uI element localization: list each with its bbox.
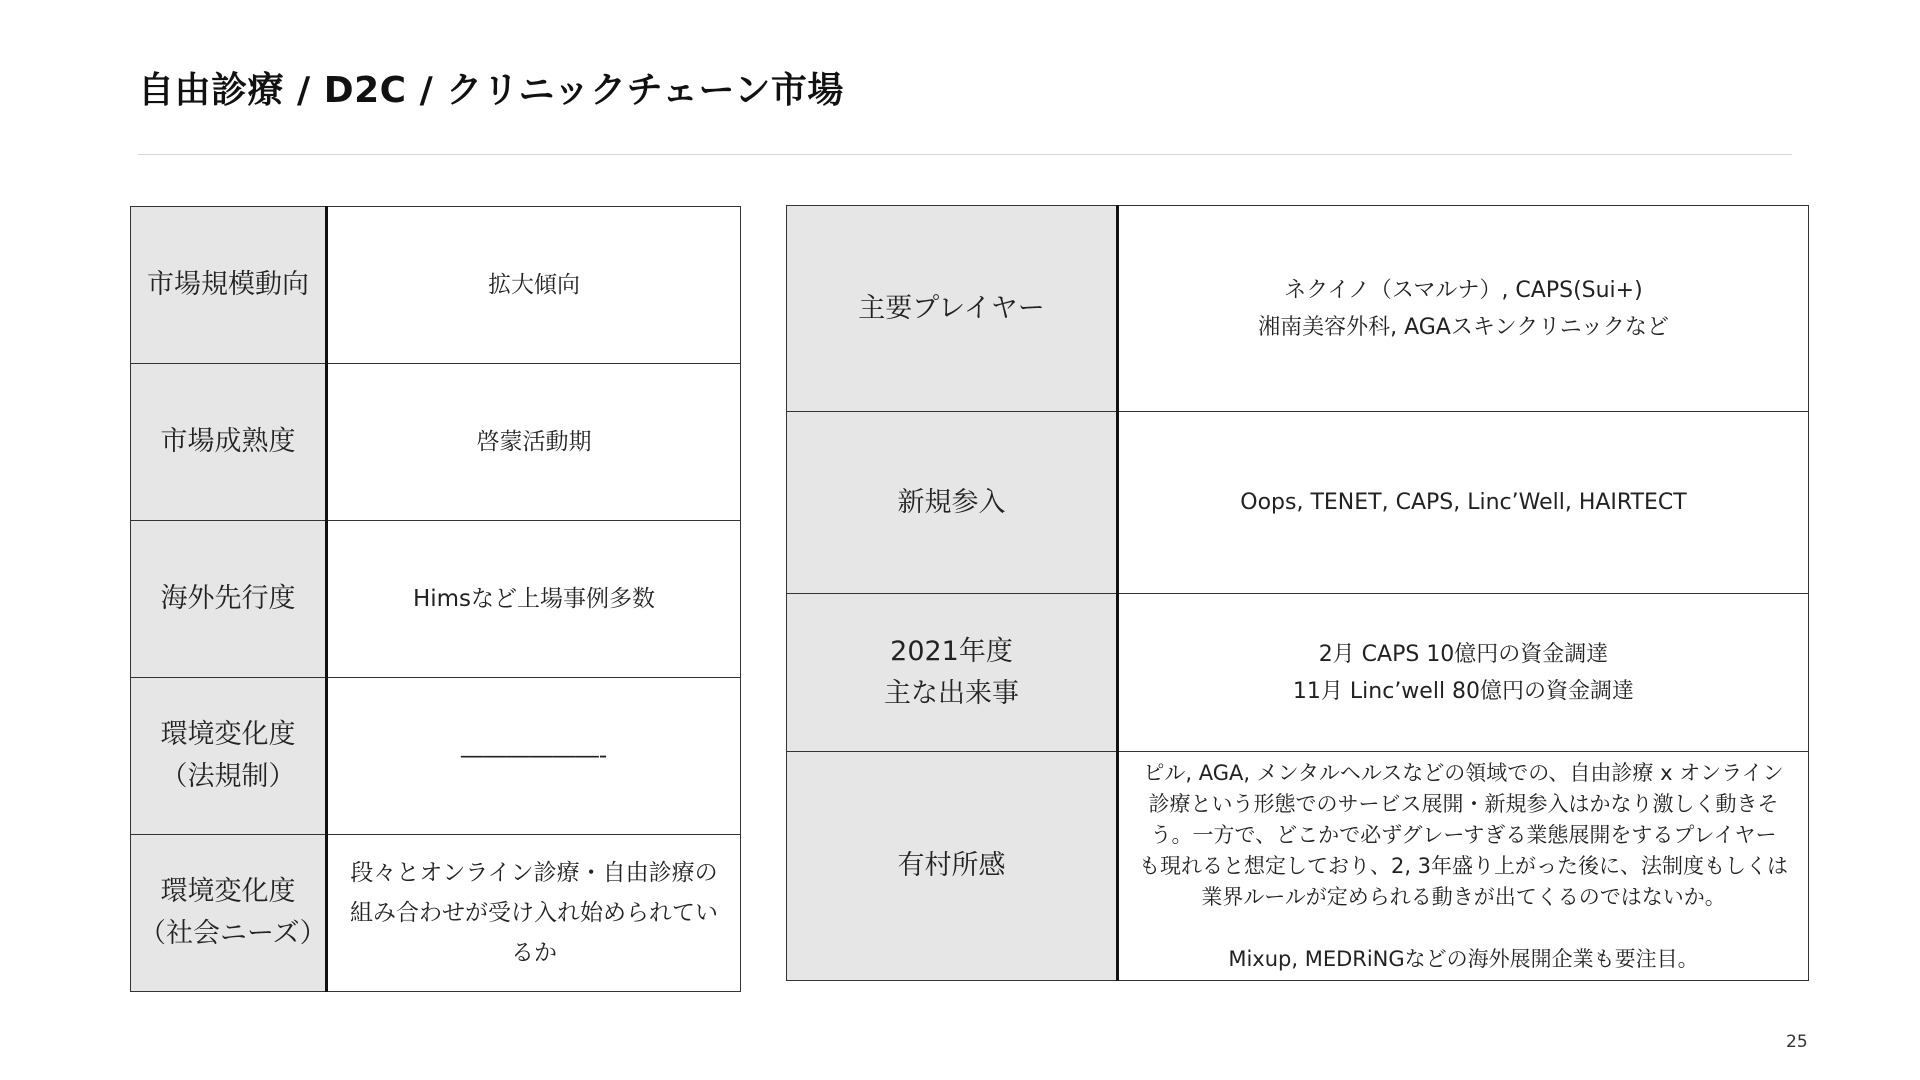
table-row	[131, 678, 741, 835]
row-label-overseas-lead: 海外先行度	[131, 521, 327, 678]
page-number: 25	[1786, 1032, 1808, 1052]
row-label-market-size: 市場規模動向	[131, 207, 327, 364]
row-label-regulation-change: 環境変化度 （法規制）	[131, 678, 327, 835]
row-value-overseas-lead: Himsなど上場事例多数	[327, 521, 741, 678]
row-label-key-events-2021: 2021年度 主な出来事	[787, 594, 1118, 752]
table-row	[131, 207, 741, 364]
page-title: 自由診療 / D2C / クリニックチェーン市場	[138, 70, 844, 111]
table-row	[131, 835, 741, 992]
table-row	[787, 594, 1809, 752]
title-divider	[138, 154, 1792, 155]
table-row	[787, 412, 1809, 594]
row-value-key-events-2021: 2月 CAPS 10億円の資金調達 11月 Linc’well 80億円の資金調達	[1118, 594, 1809, 752]
table-row	[787, 206, 1809, 412]
row-value-new-entrants: Oops, TENET, CAPS, Linc’Well, HAIRTECT	[1118, 412, 1809, 594]
row-label-social-needs-change: 環境変化度 （社会ニーズ）	[131, 835, 327, 992]
table-row	[131, 364, 741, 521]
row-value-major-players: ネクイノ（スマルナ）, CAPS(Sui+) 湘南美容外科, AGAスキンクリニックなど	[1118, 206, 1809, 412]
row-value-analyst-comment: ピル, AGA, メンタルヘルスなどの領域での、自由診療 x オンライン 診療という形態でのサービス展開・新規参入はかなり激しく動きそ う。一方で、どこかで必ずグレーすぎる業態展開をするプレイヤー も現れると想定しており、2, 3年盛り上がった後に、法制度もしくは 業界ルールが定められる動きが出てくるのではないか。 Mixup, MEDRiNGなどの海外展開企業も要注目。	[1118, 752, 1809, 981]
row-value-social-needs-change: 段々とオンライン診療・自由診療の 組み合わせが受け入れ始められてい るか	[327, 835, 741, 992]
row-value-market-maturity: 啓蒙活動期	[327, 364, 741, 521]
row-value-regulation-change: ――――――-	[327, 678, 741, 835]
table-row	[131, 521, 741, 678]
row-value-market-size: 拡大傾向	[327, 207, 741, 364]
table-row	[787, 752, 1809, 981]
market-details-table	[786, 205, 1809, 981]
row-label-analyst-comment: 有村所感	[787, 752, 1118, 981]
row-label-market-maturity: 市場成熟度	[131, 364, 327, 521]
row-label-major-players: 主要プレイヤー	[787, 206, 1118, 412]
market-overview-table	[130, 206, 741, 992]
row-label-new-entrants: 新規参入	[787, 412, 1118, 594]
